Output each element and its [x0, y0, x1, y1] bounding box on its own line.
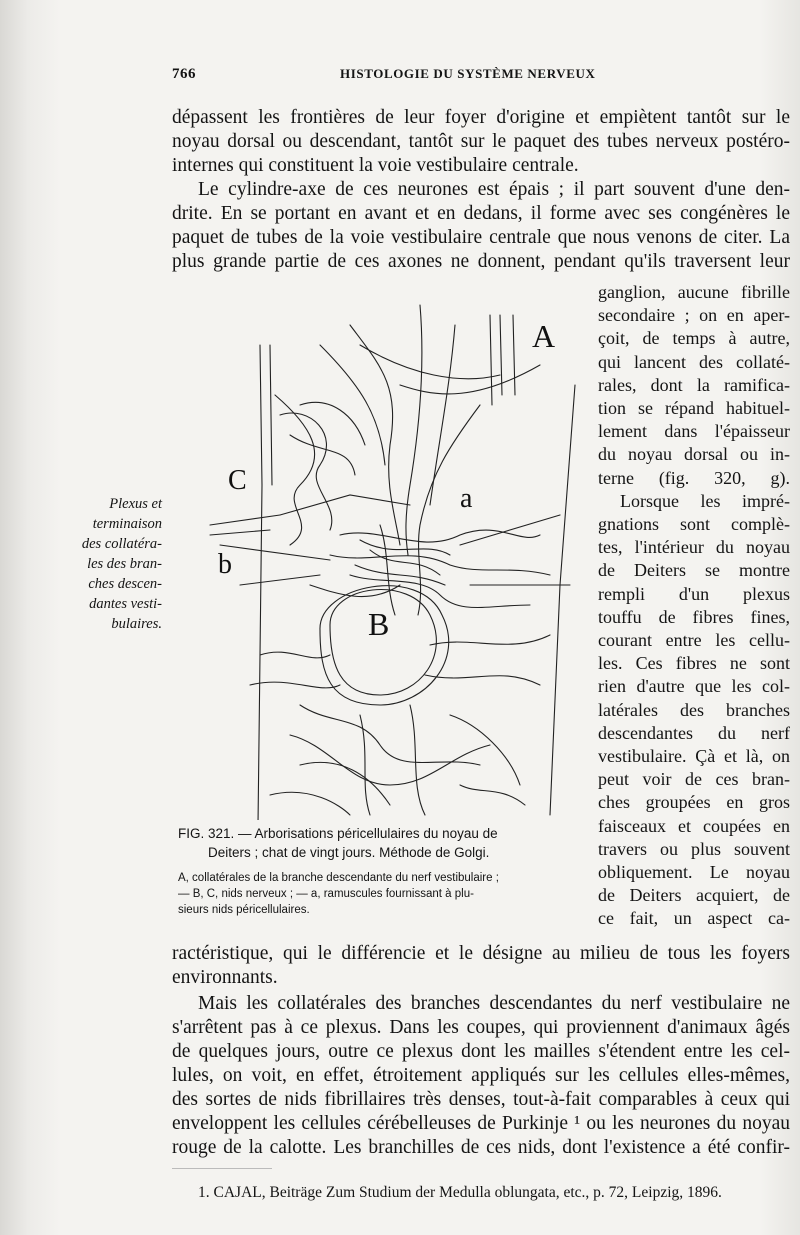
column-line: touffu de fibres fines,: [598, 606, 790, 627]
column-line: tes, l'intérieur du noyau: [598, 537, 790, 558]
figure-label-b: b: [218, 549, 232, 580]
figure-caption: [178, 824, 558, 862]
column-line: qui lancent des collaté-: [598, 351, 790, 372]
figure-label-B: B: [368, 606, 390, 642]
column-line: de Deiters se montre: [598, 560, 790, 581]
margin-note-line: dantes vesti-: [89, 596, 162, 612]
column-line: ce fait, un aspect ca-: [598, 908, 790, 929]
column-line: de Deiters acquiert, de: [598, 885, 790, 906]
body-line: drite. En se portant en avant et en dedans, il forme avec ses congénères le: [172, 203, 790, 224]
margin-note-line: des collatéra-: [81, 536, 162, 552]
column-line: Lorsque les impré-: [620, 490, 790, 511]
body-line: des sortes de nids fibrillaires très denses, tout-à-fait comparables à ceux qui: [172, 1089, 790, 1110]
margin-note-line: bulaires.: [111, 616, 162, 632]
column-line: descendantes du nerf: [598, 722, 790, 743]
body-line: de quelques jours, outre ce plexus dont les mailles s'étendent entre les cel-: [172, 1041, 790, 1062]
column-line: rempli d'un plexus: [598, 583, 790, 604]
body-line: paquet de tubes de la voie vestibulaire centrale que nous venons de citer. La: [172, 227, 790, 248]
neuron-illustration: [180, 285, 580, 820]
page-number: 766: [172, 66, 196, 82]
column-line: latérales des branches: [598, 699, 790, 720]
column-line: ganglion, aucune fibrille: [598, 282, 790, 302]
body-line: rouge de la calotte. Les branchilles de ces nids, dont l'existence a été confir-: [172, 1137, 790, 1158]
body-line: ractéristique, qui le différencie et le désigne au milieu de tous les foyers: [172, 943, 790, 964]
column-line: les. Ces fibres ne sont: [598, 653, 790, 674]
body-line: enveloppent les cellules cérébelleuses de Purkinje ¹ ou les neurones du noyau: [172, 1113, 790, 1134]
column-line: peut voir de ces bran-: [598, 769, 790, 790]
body-line: lules, on voit, en effet, étroitement appliqués sur les cellules elles-mêmes,: [172, 1065, 790, 1086]
body-line: Mais les collatérales des branches descendantes du nerf vestibulaire ne: [198, 993, 790, 1014]
figure-caption-line: Deiters ; chat de vingt jours. Méthode de Golgi.: [208, 845, 490, 860]
column-line: rien d'autre que les col-: [598, 676, 790, 697]
column-line: vestibulaire. Çà et là, on: [598, 746, 790, 766]
column-line: çoit, de temps à autre,: [598, 328, 790, 349]
margin-note-line: terminaison: [92, 516, 162, 532]
column-line: obliquement. Le noyau: [598, 862, 790, 882]
body-line: environnants.: [172, 967, 278, 988]
column-line: lement dans l'épaisseur: [598, 421, 790, 442]
figure-label-A: A: [532, 318, 556, 354]
body-line: s'arrêtent pas à ce plexus. Dans les coupes, qui proviennent d'animaux âgés: [172, 1017, 790, 1038]
figure-label-a: a: [460, 483, 473, 514]
margin-note: [72, 494, 162, 634]
column-line: faisceaux et coupées en: [598, 815, 790, 836]
column-line: du noyau dorsal ou in-: [598, 444, 790, 465]
figure-caption-line: FIG. 321. — Arborisations péricellulaires du noyau de: [178, 826, 498, 841]
footnote-rule: [172, 1168, 272, 1169]
column-line: travers ou plus souvent: [598, 838, 790, 859]
body-line: plus grande partie de ces axones ne donnent, pendant qu'ils traversent leur: [172, 251, 790, 272]
running-head: HISTOLOGIE DU SYSTÈME NERVEUX: [340, 66, 596, 81]
column-line: tion se répand habituel-: [598, 398, 790, 418]
figure-321: [180, 285, 580, 820]
figure-label-C: C: [228, 465, 247, 496]
figure-legend: [178, 870, 588, 918]
column-line: rales, dont la ramifica-: [598, 374, 790, 395]
column-line: gnations sont complè-: [598, 514, 790, 534]
body-line: internes qui constituent la voie vestibulaire centrale.: [172, 155, 579, 176]
column-line: terne (fig. 320, g).: [598, 467, 790, 488]
body-line: noyau dorsal ou descendant, tantôt sur le paquet des tubes nerveux postéro-: [172, 131, 790, 152]
margin-note-line: ches descen-: [88, 576, 162, 592]
body-line: dépassent les frontières de leur foyer d'origine et empiètent tantôt sur le: [172, 107, 790, 128]
footnote: 1. CAJAL, Beiträge Zum Studium der Medulla oblungata, etc., p. 72, Leipzig, 1896.: [198, 1184, 722, 1201]
column-line: courant entre les cellu-: [598, 630, 790, 650]
figure-legend-line: A, collatérales de la branche descendante du nerf vestibulaire ;: [178, 872, 499, 884]
margin-note-line: les des bran-: [87, 556, 162, 572]
figure-legend-line: sieurs nids péricellulaires.: [178, 904, 310, 916]
body-line: Le cylindre-axe de ces neurones est épais ; il part souvent d'une den-: [198, 179, 790, 200]
margin-note-line: Plexus et: [109, 496, 162, 512]
column-line: secondaire ; on en aper-: [598, 305, 790, 326]
column-line: ches groupées en gros: [598, 792, 790, 813]
figure-legend-line: — B, C, nids nerveux ; — a, ramuscules fournissant à plu-: [178, 888, 474, 900]
